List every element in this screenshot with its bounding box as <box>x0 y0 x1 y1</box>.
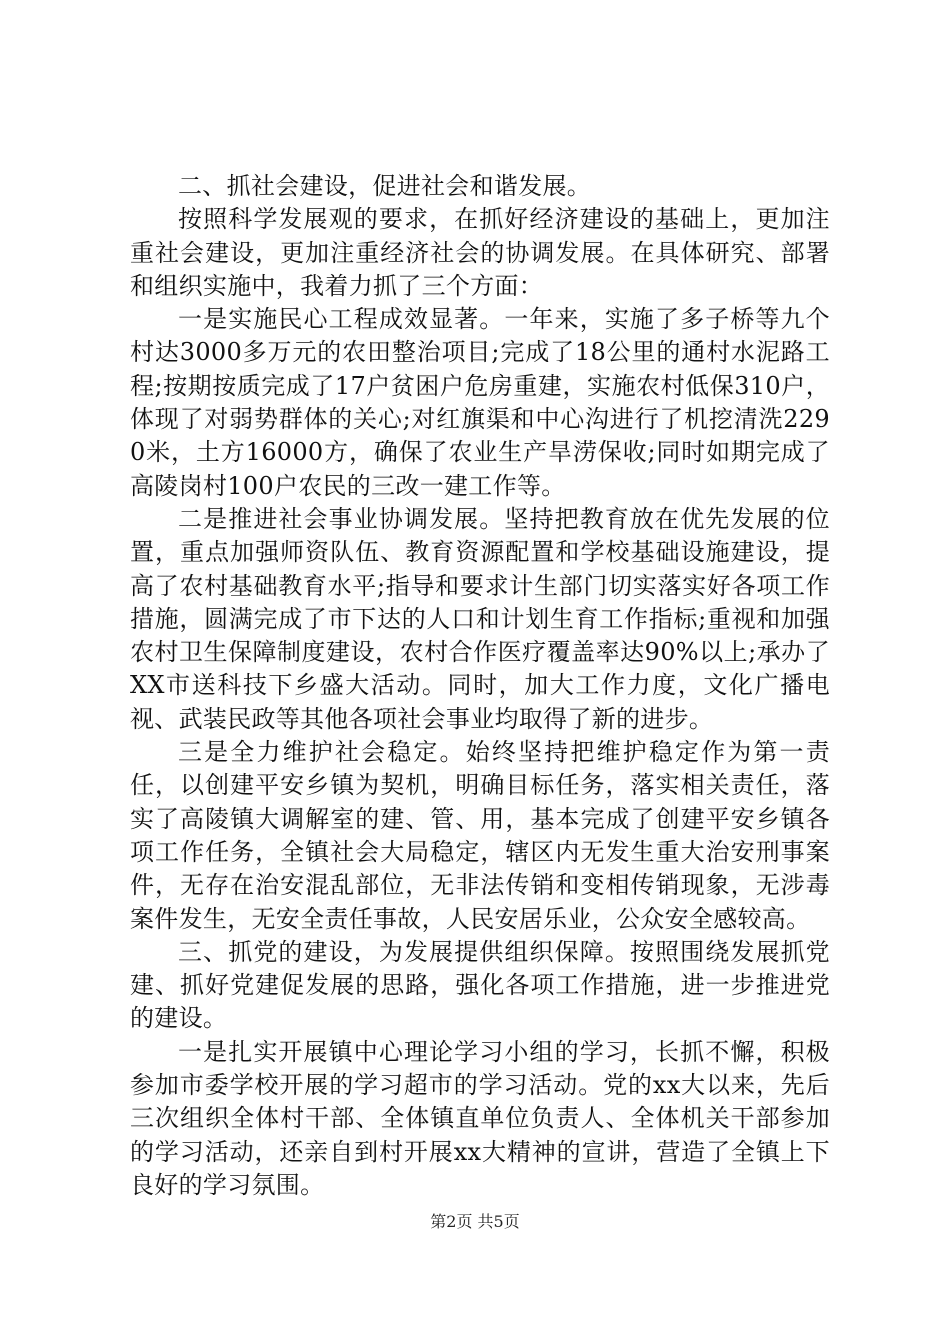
section-heading-social-construction: 二、抓社会建设，促进社会和谐发展。 <box>178 172 592 200</box>
paragraph-intro: 按照科学发展观的要求，在抓好经济建设的基础上，更加注重社会建设，更加注重经济社会的协调发展。在具体研究、部署和组织实施中，我着力抓了三个方面： <box>130 205 830 300</box>
paragraph-social-affairs: 二是推进社会事业协调发展。坚持把教育放在优先发展的位置，重点加强师资队伍、教育资源配置和学校基础设施建设，提高了农村基础教育水平;指导和要求计生部门切实落实好各项工作措施，圆满完成了市下达的人口和计划生育工作指标;重视和加强农村卫生保障制度建设，农村合作医疗覆盖率达90%以上;承办了XX市送科技下乡盛大活动。同时，加大工作力度，文化广播电视、武装民政等其他各项社会事业均取得了新的进步。 <box>130 504 830 733</box>
page-number-footer: 第2页 共5页 <box>430 1212 520 1231</box>
paragraph-social-stability: 三是全力维护社会稳定。始终坚持把维护稳定作为第一责任，以创建平安乡镇为契机，明确目标任务，落实相关责任，落实了高陵镇大调解室的建、管、用，基本完成了创建平安乡镇各项工作任务，全镇社会大局稳定，辖区内无发生重大治安刑事案件，无存在治安混乱部位，无非法传销和变相传销现象，无涉毒案件发生，无安全责任事故，人民安居乐业，公众安全感较高。 <box>130 738 830 933</box>
paragraph-theory-study: 一是扎实开展镇中心理论学习小组的学习，长抓不懈，积极参加市委学校开展的学习超市的学习活动。党的xx大以来，先后三次组织全体村干部、全体镇直单位负责人、全体机关干部参加的学习活动，还亲自到村开展xx大精神的宣讲，营造了全镇上下良好的学习氛围。 <box>130 1037 830 1199</box>
paragraph-livelihood-projects: 一是实施民心工程成效显著。一年来，实施了多子桥等九个村达3000多万元的农田整治项目;完成了18公里的通村水泥路工程;按期按质完成了17户贫困户危房重建，实施农村低保310户，体现了对弱势群体的关心;对红旗渠和中心沟进行了机挖清洗2290米，土方16000方，确保了农业生产旱涝保收;同时如期完成了高陵岗村100户农民的三改一建工作等。 <box>130 305 830 500</box>
section-heading-party-building: 三、抓党的建设，为发展提供组织保障。按照围绕发展抓党建、抓好党建促发展的思路，强化各项工作措施，进一步推进党的建设。 <box>130 937 830 1033</box>
document-body <box>130 170 830 1202</box>
